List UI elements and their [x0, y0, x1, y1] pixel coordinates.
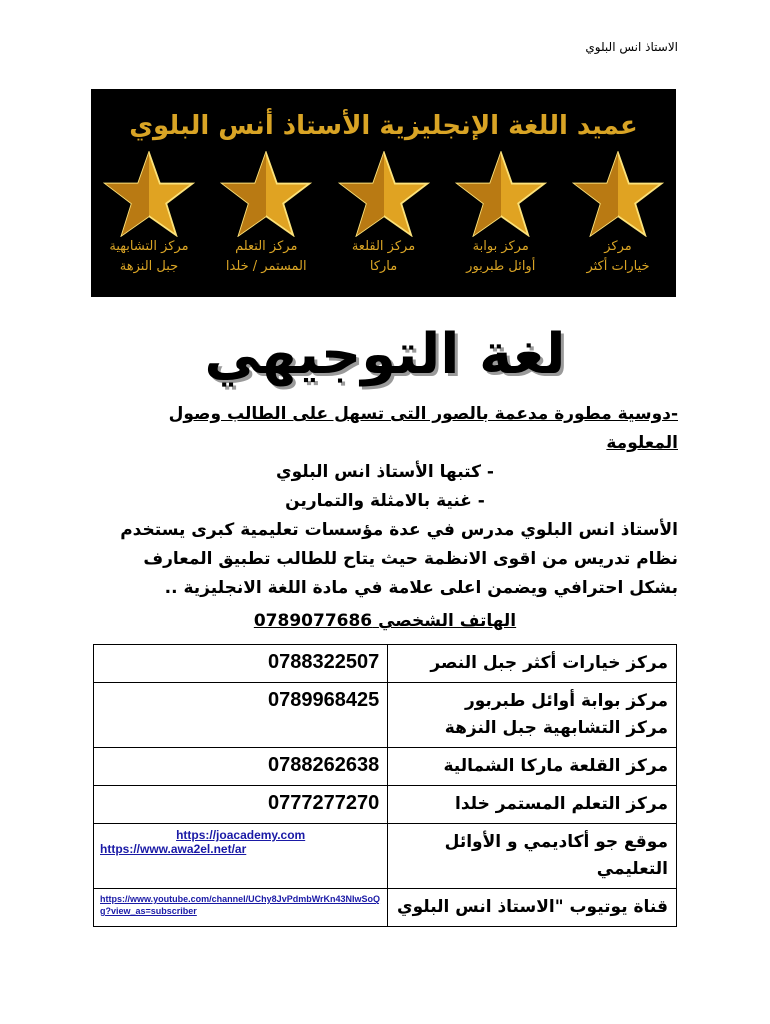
banner-center-line2: أوائل طبربور — [466, 259, 536, 274]
description-paragraph: الأستاذ انس البلوي مدرس في عدة مؤسسات تعليمية كبرى يستخدم نظام تدريس من اقوى الانظمة حيث يتاح للطالب تطبيق المعارف بشكل احترافي ويضمن اعلى علامة في مادة اللغة الانجليزية .. — [120, 520, 678, 598]
stars-row — [91, 151, 676, 291]
center-name: مركز خيارات أكثر جبل النصر — [388, 645, 677, 683]
table-row — [94, 748, 677, 786]
banner-center — [93, 151, 205, 291]
center-phone: 0788322507 — [94, 645, 388, 683]
banner-center — [328, 151, 440, 291]
youtube-link-cell — [94, 889, 388, 927]
center-name — [388, 683, 677, 748]
page-title: لغة التوجيهي — [204, 322, 566, 387]
websites-name: موقع جو أكاديمي و الأوائل التعليمي — [388, 824, 677, 889]
phone-number: 0789077686 — [253, 611, 373, 631]
banner-center-line2: ماركا — [369, 259, 398, 274]
website-links — [94, 824, 388, 889]
phone-label: الهاتف الشخصي — [378, 611, 517, 631]
banner-center-line1: مركز التشابهية — [109, 239, 189, 254]
youtube-name: قناة يوتيوب "الاستاذ انس البلوي — [388, 889, 677, 927]
gold-star-icon — [220, 151, 312, 237]
center-name-line1: مركز بوابة أوائل طبربور — [464, 691, 668, 711]
personal-phone-line — [92, 607, 678, 636]
banner-center-line2: جبل النزهة — [119, 259, 179, 274]
banner-center-line2: المستمر / خلدا — [225, 259, 307, 274]
table-row — [94, 824, 677, 889]
description-line2: - كتبها الأستاذ انس البلوي — [276, 462, 494, 482]
center-name: مركز التعلم المستمر خلدا — [388, 786, 677, 824]
joacademy-link[interactable]: https://joacademy.com — [176, 828, 306, 842]
table-row — [94, 889, 677, 927]
centers-table — [93, 644, 677, 927]
table-row — [94, 645, 677, 683]
gold-star-icon — [572, 151, 664, 237]
center-name: مركز القلعة ماركا الشمالية — [388, 748, 677, 786]
center-phone: 0777277270 — [94, 786, 388, 824]
banner-center — [445, 151, 557, 291]
gold-star-icon — [338, 151, 430, 237]
awa2el-link[interactable]: https://www.awa2el.net/ar — [100, 842, 247, 856]
center-phone: 0788262638 — [94, 748, 388, 786]
gold-star-icon — [455, 151, 547, 237]
center-phone: 0789968425 — [94, 683, 388, 748]
youtube-link[interactable]: https://www.youtube.com/channel/UChy8JvPdmbWrKn43NIwSoQg?view_as=subscriber — [100, 894, 381, 916]
banner — [91, 89, 676, 297]
center-name-line2: مركز التشابهية جبل النزهة — [444, 718, 668, 738]
banner-center-line1: مركز القلعة — [351, 239, 416, 254]
table-row — [94, 683, 677, 748]
banner-center-line1: مركز التعلم — [235, 239, 298, 254]
banner-center-line1: مركز بوابة — [472, 239, 529, 254]
gold-star-icon — [103, 151, 195, 237]
table-row — [94, 786, 677, 824]
description-line3: - غنية بالامثلة والتمارين — [285, 491, 485, 511]
description-line1: -دوسية مطورة مدعمة بالصور التى تسهل على الطالب وصول المعلومة — [168, 404, 678, 453]
banner-center-line1: مركز — [604, 239, 632, 254]
description — [92, 400, 678, 636]
banner-title: عميد اللغة الإنجليزية الأستاذ أنس البلوي — [129, 111, 638, 141]
banner-center-line2: خيارات أكثر — [586, 259, 650, 274]
banner-center — [562, 151, 674, 291]
banner-center — [210, 151, 322, 291]
header-author: الاستاذ انس البلوي — [585, 40, 678, 54]
